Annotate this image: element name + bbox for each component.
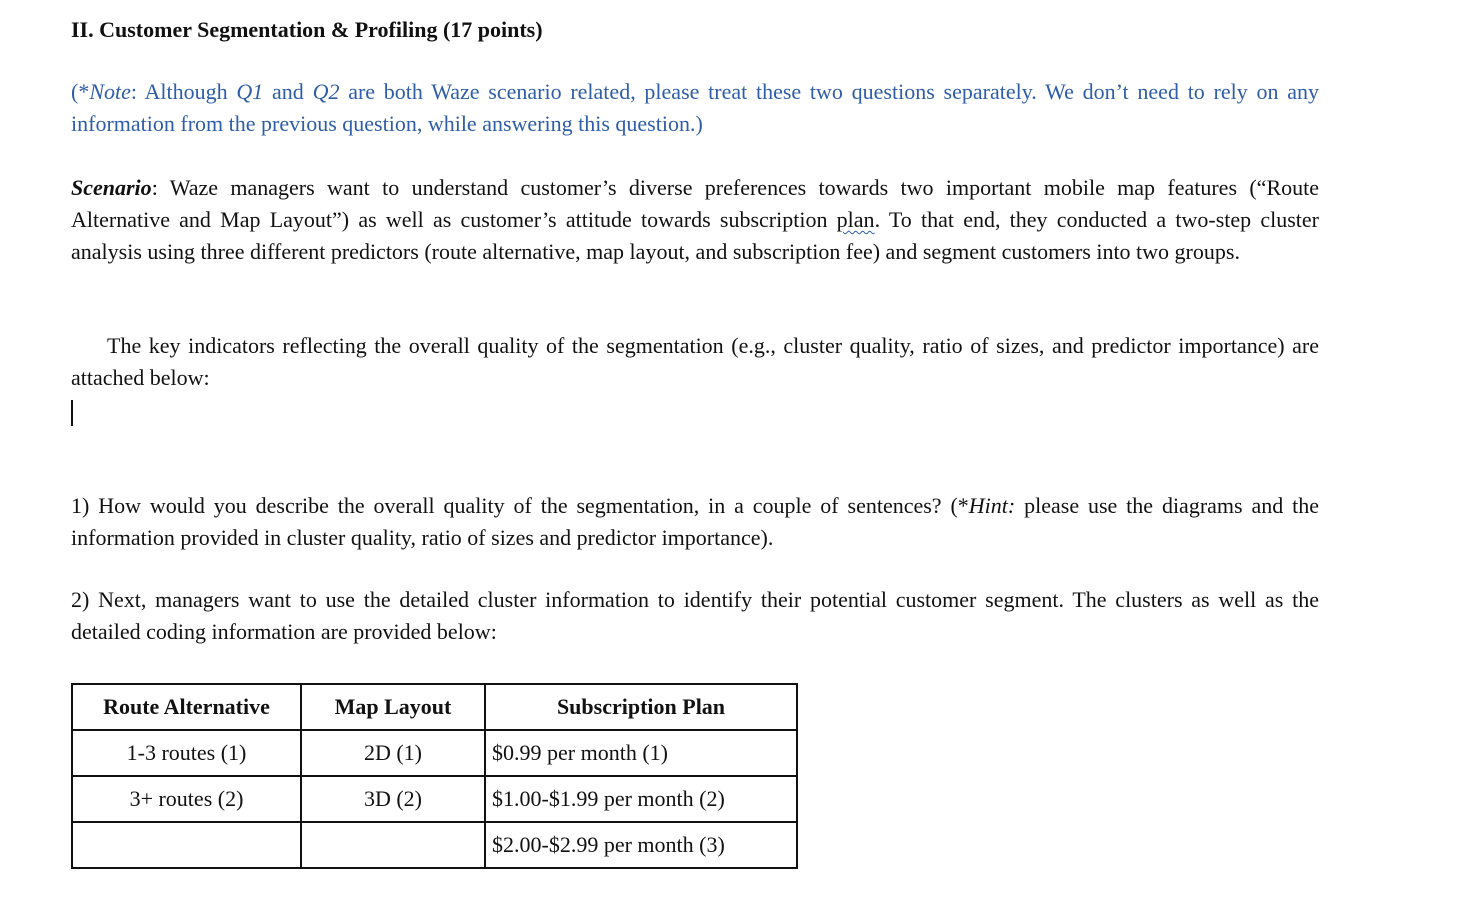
note-open: (* [71,79,90,104]
coding-table [71,683,798,869]
table-cell [72,822,301,868]
note-q1: Q1 [236,79,264,104]
spellcheck-word-plan[interactable]: plan [836,207,875,232]
table-cell: $1.00-$1.99 per month (2) [485,776,797,822]
header-map-layout: Map Layout [301,684,485,730]
table-row [72,822,797,868]
header-subscription-plan: Subscription Plan [485,684,797,730]
scenario-paragraph [71,172,1319,268]
table-cell: 3+ routes (2) [72,776,301,822]
question-2-paragraph: 2) Next, managers want to use the detailed cluster information to identify their potential customer segment. The clusters as well as the detailed coding information are provided below: [71,587,1319,644]
table-cell: 1-3 routes (1) [72,730,301,776]
scenario-text-1: : Waze managers want to understand customer’s diverse preferences towards two important mobile map features (“Route Alternative and Map Layout”) as well as customer’s attitude towards subscription [71,175,1319,232]
note-q2: Q2 [312,79,340,104]
question-1-paragraph [71,490,1319,554]
table-cell [301,822,485,868]
question-1-text-2: please use the diagrams and the information provided in cluster quality, ratio of sizes and predictor importance). [71,493,1319,550]
note-text-1: : Although [130,79,237,104]
table-cell: 3D (2) [301,776,485,822]
table-cell: $2.00-$2.99 per month (3) [485,822,797,868]
section-heading: II. Customer Segmentation & Profiling (17 points) [71,17,543,42]
note-paragraph [71,76,1319,140]
note-text-2: and [263,79,313,104]
table-row [72,776,797,822]
text-cursor [71,400,73,426]
indicators-paragraph: The key indicators reflecting the overall quality of the segmentation (e.g., cluster quality, ratio of sizes, and predictor importance) are attached below: [71,333,1319,390]
question-1-text-1: 1) How would you describe the overall quality of the segmentation, in a couple of sentences? (* [71,493,969,518]
note-label: Note [89,79,131,104]
table-header-row [72,684,797,730]
table-cell: $0.99 per month (1) [485,730,797,776]
header-route-alternative: Route Alternative [72,684,301,730]
table-row [72,730,797,776]
note-text-3: are both Waze scenario related, please treat these two questions separately. We don’t need to rely on any information from the previous question, while answering this question.) [71,79,1320,136]
scenario-label: Scenario [71,175,152,200]
hint-label: Hint: [968,493,1016,518]
scenario-text-2: . To that end, they conducted a two-step cluster analysis using three different predictors (route alternative, map layout, and subscription fee) and segment customers into two groups. [71,207,1319,264]
table-cell: 2D (1) [301,730,485,776]
